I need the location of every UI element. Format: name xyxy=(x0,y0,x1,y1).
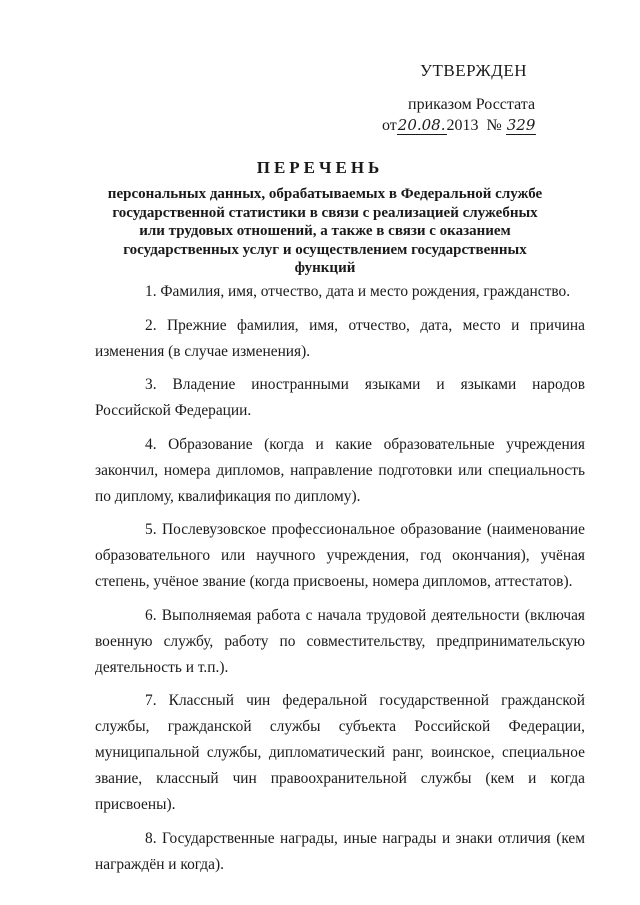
list-item: 2. Прежние фамилия, имя, отчество, дата, место и причина изменения (в случае изменения). xyxy=(95,316,585,360)
handwritten-date: 20.08. xyxy=(397,116,446,134)
date-year: 2013 xyxy=(446,117,479,134)
approval-order-text: приказом Росстата xyxy=(408,96,536,113)
document-heading: ПЕРЕЧЕНЬ xyxy=(256,158,384,177)
items-list xyxy=(95,279,585,885)
list-item: 8. Государственные награды, иные награды и знаки отличия (кем награждён и когда). xyxy=(95,829,585,873)
approval-title: УТВЕРЖДЕН xyxy=(420,61,527,80)
list-item: 1. Фамилия, имя, отчество, дата и место рождения, гражданство. xyxy=(145,283,571,300)
number-prefix: № xyxy=(486,117,502,134)
handwritten-order-number: 329 xyxy=(506,116,536,134)
list-item: 6. Выполняемая работа с начала трудовой деятельности (включая военную службу, работу по совместительству, предпринимательскую деятельность и т.п.). xyxy=(95,606,585,676)
list-item: 4. Образование (когда и какие образовательные учреждения закончил, номера дипломов, направление подготовки или специальность по диплому, квалификация по диплому). xyxy=(95,435,585,505)
document-subtitle: персональных данных, обрабатываемых в Федеральной службе государственной статистики в связи с реализацией служебных или трудовых отношений, а также в связи с оказанием государственных услуг и осуществлением государственных функций xyxy=(107,186,543,276)
list-item: 7. Классный чин федеральной государственной гражданской службы, гражданской службы субъекта Российской Федерации, муниципальной службы, дипломатический ранг, воинское, специальное звание, классный чин правоохранительной службы (кем и когда присвоены). xyxy=(95,692,585,813)
date-prefix: от xyxy=(382,117,397,134)
list-item: 5. Послевузовское профессиональное образование (наименование образовательного или научного учреждения, год окончания), учёная степень, учёное звание (когда присвоены, номера дипломов, аттестатов). xyxy=(95,521,585,590)
approval-date-line xyxy=(382,116,536,135)
list-item: 3. Владение иностранными языками и языками народов Российской Федерации. xyxy=(95,376,585,419)
